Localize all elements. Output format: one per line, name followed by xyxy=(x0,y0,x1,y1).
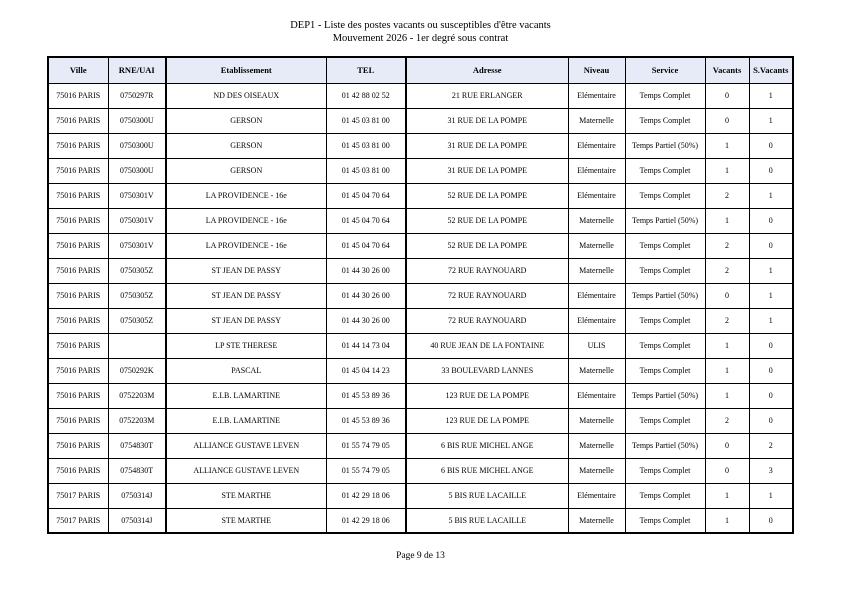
cell-s-vacants: 0 xyxy=(749,233,793,258)
cell-ville: 75016 PARIS xyxy=(48,258,108,283)
cell-niveau: Maternelle xyxy=(568,208,625,233)
cell-s-vacants: 0 xyxy=(749,133,793,158)
table-row xyxy=(48,308,793,333)
column-header-vacants: Vacants xyxy=(705,57,749,83)
cell-service: Temps Complet xyxy=(625,333,705,358)
cell-s-vacants: 1 xyxy=(749,483,793,508)
table-row xyxy=(48,483,793,508)
cell-rne-uai: 0750305Z xyxy=(108,283,166,308)
cell-niveau: Maternelle xyxy=(568,433,625,458)
cell-s-vacants: 0 xyxy=(749,208,793,233)
cell-ville: 75017 PARIS xyxy=(48,483,108,508)
cell-niveau: Elémentaire xyxy=(568,283,625,308)
cell-vacants: 0 xyxy=(705,108,749,133)
cell-vacants: 1 xyxy=(705,383,749,408)
cell-etablissement: ND DES OISEAUX xyxy=(166,83,326,108)
table-row xyxy=(48,383,793,408)
cell-etablissement: ST JEAN DE PASSY xyxy=(166,308,326,333)
column-header-niveau: Niveau xyxy=(568,57,625,83)
cell-vacants: 1 xyxy=(705,333,749,358)
cell-vacants: 2 xyxy=(705,408,749,433)
cell-vacants: 2 xyxy=(705,308,749,333)
column-header-tel: TEL xyxy=(326,57,406,83)
cell-etablissement: ALLIANCE GUSTAVE LEVEN xyxy=(166,458,326,483)
cell-service: Temps Complet xyxy=(625,508,705,533)
cell-niveau: Elémentaire xyxy=(568,308,625,333)
cell-adresse: 5 BIS RUE LACAILLE xyxy=(406,483,568,508)
cell-tel: 01 55 74 79 05 xyxy=(326,433,406,458)
cell-vacants: 0 xyxy=(705,83,749,108)
cell-tel: 01 45 04 70 64 xyxy=(326,183,406,208)
cell-adresse: 6 BIS RUE MICHEL ANGE xyxy=(406,433,568,458)
cell-adresse: 123 RUE DE LA POMPE xyxy=(406,383,568,408)
cell-adresse: 31 RUE DE LA POMPE xyxy=(406,133,568,158)
cell-niveau: Elémentaire xyxy=(568,133,625,158)
cell-adresse: 40 RUE JEAN DE LA FONTAINE xyxy=(406,333,568,358)
cell-tel: 01 45 03 81 00 xyxy=(326,158,406,183)
cell-adresse: 21 RUE ERLANGER xyxy=(406,83,568,108)
cell-vacants: 2 xyxy=(705,183,749,208)
table-row xyxy=(48,283,793,308)
cell-etablissement: LA PROVIDENCE - 16e xyxy=(166,183,326,208)
cell-service: Temps Partiel (50%) xyxy=(625,283,705,308)
cell-s-vacants: 1 xyxy=(749,283,793,308)
table-row xyxy=(48,333,793,358)
table-row xyxy=(48,108,793,133)
cell-s-vacants: 1 xyxy=(749,258,793,283)
cell-adresse: 5 BIS RUE LACAILLE xyxy=(406,508,568,533)
cell-adresse: 52 RUE DE LA POMPE xyxy=(406,233,568,258)
table-row xyxy=(48,208,793,233)
cell-ville: 75016 PARIS xyxy=(48,383,108,408)
cell-s-vacants: 1 xyxy=(749,183,793,208)
cell-s-vacants: 1 xyxy=(749,108,793,133)
cell-s-vacants: 0 xyxy=(749,508,793,533)
cell-rne-uai: 0750300U xyxy=(108,158,166,183)
cell-tel: 01 45 04 14 23 xyxy=(326,358,406,383)
cell-niveau: Elémentaire xyxy=(568,483,625,508)
cell-etablissement: ALLIANCE GUSTAVE LEVEN xyxy=(166,433,326,458)
cell-rne-uai: 0752203M xyxy=(108,408,166,433)
cell-ville: 75016 PARIS xyxy=(48,133,108,158)
cell-vacants: 1 xyxy=(705,508,749,533)
table-row xyxy=(48,458,793,483)
cell-service: Temps Complet xyxy=(625,108,705,133)
cell-service: Temps Partiel (50%) xyxy=(625,433,705,458)
cell-s-vacants: 0 xyxy=(749,333,793,358)
cell-service: Temps Complet xyxy=(625,158,705,183)
cell-etablissement: ST JEAN DE PASSY xyxy=(166,283,326,308)
cell-s-vacants: 0 xyxy=(749,358,793,383)
cell-etablissement: LA PROVIDENCE - 16e xyxy=(166,208,326,233)
cell-tel: 01 45 04 70 64 xyxy=(326,208,406,233)
table-row xyxy=(48,433,793,458)
cell-niveau: Elémentaire xyxy=(568,83,625,108)
cell-vacants: 1 xyxy=(705,158,749,183)
cell-ville: 75016 PARIS xyxy=(48,158,108,183)
column-header-s-vacants: S.Vacants xyxy=(749,57,793,83)
cell-service: Temps Complet xyxy=(625,183,705,208)
cell-ville: 75016 PARIS xyxy=(48,433,108,458)
cell-etablissement: LA PROVIDENCE - 16e xyxy=(166,233,326,258)
cell-etablissement: STE MARTHE xyxy=(166,483,326,508)
cell-rne-uai: 0750314J xyxy=(108,508,166,533)
cell-tel: 01 44 30 26 00 xyxy=(326,283,406,308)
cell-rne-uai: 0750292K xyxy=(108,358,166,383)
cell-tel: 01 42 29 18 06 xyxy=(326,508,406,533)
cell-etablissement: PASCAL xyxy=(166,358,326,383)
cell-s-vacants: 0 xyxy=(749,383,793,408)
cell-s-vacants: 1 xyxy=(749,83,793,108)
cell-ville: 75016 PARIS xyxy=(48,283,108,308)
cell-rne-uai: 0750314J xyxy=(108,483,166,508)
cell-niveau: Elémentaire xyxy=(568,383,625,408)
cell-rne-uai: 0750305Z xyxy=(108,258,166,283)
cell-niveau: Elémentaire xyxy=(568,183,625,208)
cell-rne-uai: 0750301V xyxy=(108,183,166,208)
column-header-service: Service xyxy=(625,57,705,83)
table-row xyxy=(48,258,793,283)
cell-adresse: 123 RUE DE LA POMPE xyxy=(406,408,568,433)
cell-tel: 01 45 03 81 00 xyxy=(326,133,406,158)
cell-ville: 75016 PARIS xyxy=(48,108,108,133)
table-row xyxy=(48,133,793,158)
table-row xyxy=(48,508,793,533)
table-row xyxy=(48,183,793,208)
column-header-etablissement: Etablissement xyxy=(166,57,326,83)
cell-niveau: Elémentaire xyxy=(568,158,625,183)
title-line-2: Mouvement 2026 - 1er degré sous contrat xyxy=(332,33,509,44)
cell-service: Temps Complet xyxy=(625,233,705,258)
cell-ville: 75016 PARIS xyxy=(48,83,108,108)
table-header xyxy=(48,57,793,83)
cell-vacants: 1 xyxy=(705,208,749,233)
cell-rne-uai: 0752203M xyxy=(108,383,166,408)
cell-vacants: 2 xyxy=(705,233,749,258)
table-row xyxy=(48,83,793,108)
column-header-ville: Ville xyxy=(48,57,108,83)
cell-tel: 01 42 88 02 52 xyxy=(326,83,406,108)
vacancies-table xyxy=(47,56,794,534)
cell-rne-uai: 0750300U xyxy=(108,108,166,133)
column-header-rne-uai: RNE/UAI xyxy=(108,57,166,83)
table-row xyxy=(48,408,793,433)
cell-s-vacants: 1 xyxy=(749,308,793,333)
cell-service: Temps Complet xyxy=(625,483,705,508)
cell-ville: 75016 PARIS xyxy=(48,308,108,333)
cell-etablissement: GERSON xyxy=(166,158,326,183)
cell-adresse: 72 RUE RAYNOUARD xyxy=(406,308,568,333)
cell-tel: 01 44 30 26 00 xyxy=(326,308,406,333)
cell-tel: 01 55 74 79 05 xyxy=(326,458,406,483)
cell-adresse: 72 RUE RAYNOUARD xyxy=(406,283,568,308)
cell-vacants: 1 xyxy=(705,358,749,383)
cell-adresse: 31 RUE DE LA POMPE xyxy=(406,158,568,183)
cell-rne-uai xyxy=(108,333,166,358)
cell-tel: 01 45 53 89 36 xyxy=(326,408,406,433)
cell-service: Temps Partiel (50%) xyxy=(625,133,705,158)
cell-service: Temps Complet xyxy=(625,358,705,383)
cell-rne-uai: 0750301V xyxy=(108,233,166,258)
cell-vacants: 0 xyxy=(705,283,749,308)
cell-tel: 01 45 03 81 00 xyxy=(326,108,406,133)
cell-vacants: 1 xyxy=(705,133,749,158)
header-row xyxy=(48,57,793,83)
cell-rne-uai: 0754830T xyxy=(108,458,166,483)
cell-ville: 75016 PARIS xyxy=(48,183,108,208)
cell-ville: 75016 PARIS xyxy=(48,233,108,258)
column-header-adresse: Adresse xyxy=(406,57,568,83)
cell-s-vacants: 0 xyxy=(749,158,793,183)
cell-vacants: 0 xyxy=(705,433,749,458)
cell-tel: 01 44 14 73 04 xyxy=(326,333,406,358)
cell-niveau: Maternelle xyxy=(568,408,625,433)
cell-ville: 75016 PARIS xyxy=(48,333,108,358)
cell-tel: 01 44 30 26 00 xyxy=(326,258,406,283)
table-row xyxy=(48,158,793,183)
cell-adresse: 52 RUE DE LA POMPE xyxy=(406,208,568,233)
cell-etablissement: E.I.B. LAMARTINE xyxy=(166,408,326,433)
cell-service: Temps Complet xyxy=(625,83,705,108)
cell-service: Temps Partiel (50%) xyxy=(625,383,705,408)
cell-adresse: 72 RUE RAYNOUARD xyxy=(406,258,568,283)
cell-vacants: 1 xyxy=(705,483,749,508)
cell-niveau: ULIS xyxy=(568,333,625,358)
cell-niveau: Maternelle xyxy=(568,233,625,258)
cell-niveau: Maternelle xyxy=(568,458,625,483)
cell-adresse: 52 RUE DE LA POMPE xyxy=(406,183,568,208)
cell-tel: 01 42 29 18 06 xyxy=(326,483,406,508)
cell-ville: 75016 PARIS xyxy=(48,358,108,383)
cell-rne-uai: 0750301V xyxy=(108,208,166,233)
cell-etablissement: E.I.B. LAMARTINE xyxy=(166,383,326,408)
cell-niveau: Maternelle xyxy=(568,258,625,283)
cell-ville: 75017 PARIS xyxy=(48,508,108,533)
cell-service: Temps Complet xyxy=(625,308,705,333)
table-body xyxy=(48,83,793,533)
table-row xyxy=(48,358,793,383)
cell-vacants: 2 xyxy=(705,258,749,283)
cell-niveau: Maternelle xyxy=(568,508,625,533)
cell-rne-uai: 0750305Z xyxy=(108,308,166,333)
table-row xyxy=(48,233,793,258)
page-number: Page 9 de 13 xyxy=(396,551,445,561)
cell-service: Temps Complet xyxy=(625,408,705,433)
cell-etablissement: GERSON xyxy=(166,108,326,133)
cell-adresse: 33 BOULEVARD LANNES xyxy=(406,358,568,383)
cell-service: Temps Complet xyxy=(625,458,705,483)
cell-s-vacants: 2 xyxy=(749,433,793,458)
cell-service: Temps Complet xyxy=(625,258,705,283)
cell-s-vacants: 3 xyxy=(749,458,793,483)
cell-etablissement: LP STE THERESE xyxy=(166,333,326,358)
cell-s-vacants: 0 xyxy=(749,408,793,433)
cell-ville: 75016 PARIS xyxy=(48,408,108,433)
cell-adresse: 31 RUE DE LA POMPE xyxy=(406,108,568,133)
cell-service: Temps Partiel (50%) xyxy=(625,208,705,233)
cell-rne-uai: 0750297R xyxy=(108,83,166,108)
cell-tel: 01 45 04 70 64 xyxy=(326,233,406,258)
cell-etablissement: ST JEAN DE PASSY xyxy=(166,258,326,283)
cell-ville: 75016 PARIS xyxy=(48,458,108,483)
cell-niveau: Maternelle xyxy=(568,358,625,383)
cell-ville: 75016 PARIS xyxy=(48,208,108,233)
cell-adresse: 6 BIS RUE MICHEL ANGE xyxy=(406,458,568,483)
cell-vacants: 0 xyxy=(705,458,749,483)
cell-etablissement: GERSON xyxy=(166,133,326,158)
cell-rne-uai: 0750300U xyxy=(108,133,166,158)
cell-etablissement: STE MARTHE xyxy=(166,508,326,533)
cell-rne-uai: 0754830T xyxy=(108,433,166,458)
cell-tel: 01 45 53 89 36 xyxy=(326,383,406,408)
cell-niveau: Maternelle xyxy=(568,108,625,133)
title-line-1: DEP1 - Liste des postes vacants ou susceptibles d'être vacants xyxy=(290,20,551,31)
document-title xyxy=(0,0,841,45)
